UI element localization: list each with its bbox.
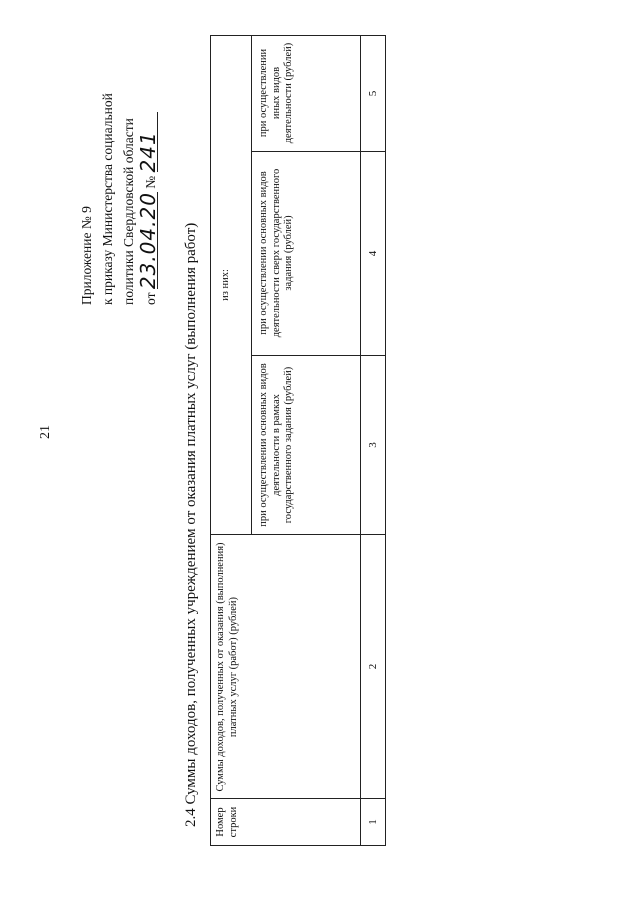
from-label: от xyxy=(143,292,158,305)
column-number-5: 5 xyxy=(367,90,379,97)
header-within-state-task: при осуществлении основных видов деятельности в рамках государственного задания (рублей) xyxy=(258,363,294,527)
handwritten-number: 241 xyxy=(139,112,158,172)
column-number-1: 1 xyxy=(367,819,379,825)
header-total-income: Суммы доходов, полученных от оказания (выполнения) платных услуг (работ) (рублей) xyxy=(215,542,239,792)
column-number-3: 3 xyxy=(367,442,379,448)
number-label: № xyxy=(143,175,158,189)
income-table xyxy=(210,35,386,846)
column-number-4: 4 xyxy=(367,250,379,257)
appendix-block xyxy=(76,15,161,305)
appendix-title: Приложение № 9 xyxy=(79,206,94,305)
section-title: 2.4 Суммы доходов, полученных учреждением от оказания платных услуг (выполнения работ) xyxy=(183,222,199,827)
header-row-number: Номер строки xyxy=(215,806,239,838)
header-beyond-state-task: при осуществлении основных видов деятельности сверх государственного задания (рублей) xyxy=(258,168,294,338)
header-other-activities: при осуществлении иных видов деятельности (рублей) xyxy=(258,42,294,144)
header-of-them: из них: xyxy=(220,269,231,301)
handwritten-date: 23.04.20 xyxy=(136,192,160,290)
column-number-2: 2 xyxy=(367,663,379,670)
appendix-date-line xyxy=(136,15,161,305)
appendix-ministry: политики Свердловской области xyxy=(121,118,136,305)
appendix-order: к приказу Министерства социальной xyxy=(100,93,115,305)
page-number: 21 xyxy=(38,425,53,439)
